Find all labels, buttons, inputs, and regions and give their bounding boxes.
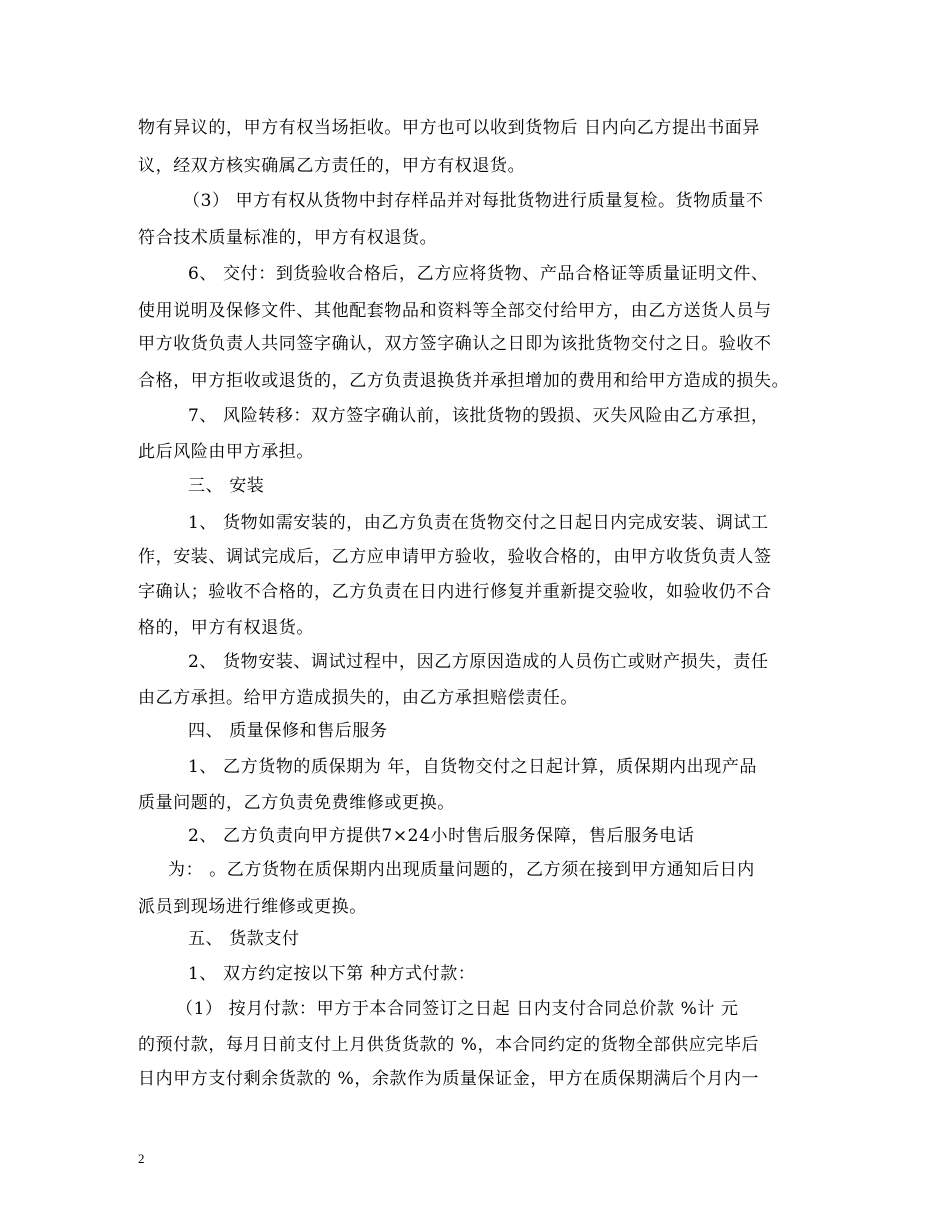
text-line: 甲方收货负责人共同签字确认，双方签字确认之日即为该批货物交付之日。验收不 — [138, 334, 772, 354]
text-line: 符合技术质量标准的，甲方有权退货。 — [138, 228, 438, 248]
text-line: 派员到现场进行维修或更换。 — [138, 897, 367, 917]
page-number: 2 — [138, 1151, 145, 1166]
text-line: 7、 风险转移：双方签字确认前，该批货物的毁损、灭失风险由乙方承担， — [188, 406, 769, 426]
text-line: 字确认；验收不合格的，乙方负责在日内进行修复并重新提交验收，如验收仍不合 — [138, 582, 772, 602]
text-line: 为： 。乙方货物在质保期内出现质量问题的，乙方须在接到甲方通知后日内 — [168, 860, 755, 880]
text-line: 1、 双方约定按以下第 种方式付款： — [188, 964, 476, 984]
text-line: 使用说明及保修文件、其他配套物品和资料等全部交付给甲方，由乙方送货人员与 — [138, 301, 772, 321]
text-line: （1） 按月付款：甲方于本合同签订之日起 日内支付合同总价款 %计 元 — [176, 999, 739, 1019]
text-line: 格的，甲方有权退货。 — [138, 618, 314, 638]
text-line: 由乙方承担。给甲方造成损失的，由乙方承担赔偿责任。 — [138, 688, 578, 708]
text-line: 的预付款，每月日前支付上月供货货款的 %，本合同约定的货物全部供应完毕后 — [138, 1035, 760, 1055]
text-line: 物有异议的，甲方有权当场拒收。甲方也可以收到货物后 日内向乙方提出书面异 — [138, 118, 761, 138]
text-line: 合格，甲方拒收或退货的，乙方负责退换货并承担增加的费用和给甲方造成的损失。 — [138, 371, 790, 391]
text-line: 议，经双方核实确属乙方责任的，甲方有权退货。 — [138, 156, 526, 176]
section-heading: 四、 质量保修和售后服务 — [188, 721, 388, 741]
text-line: 日内甲方支付剩余货款的 %，余款作为质量保证金，甲方在质保期满后个月内一 — [138, 1069, 760, 1089]
text-line: 6、 交付：到货验收合格后，乙方应将货物、产品合格证等质量证明文件、 — [188, 264, 769, 284]
text-line: 作，安装、调试完成后，乙方应申请甲方验收，验收合格的，由甲方收货负责人签 — [138, 547, 772, 567]
text-line: （3） 甲方有权从货物中封存样品并对每批货物进行质量复检。货物质量不 — [183, 191, 764, 211]
text-line: 2、 货物安装、调试过程中，因乙方原因造成的人员伤亡或财产损失，责任 — [188, 652, 769, 672]
text-line: 1、 乙方货物的质保期为 年，自货物交付之日起计算，质保期内出现产品 — [188, 757, 758, 777]
text-line: 此后风险由甲方承担。 — [138, 442, 314, 462]
section-heading: 三、 安装 — [188, 476, 265, 496]
text-line: 质量问题的，乙方负责免费维修或更换。 — [138, 793, 455, 813]
text-line: 1、 货物如需安装的，由乙方负责在货物交付之日起日内完成安装、调试工 — [188, 513, 769, 533]
section-heading: 五、 货款支付 — [188, 929, 300, 949]
text-line: 2、 乙方负责向甲方提供7×24小时售后服务保障，售后服务电话 — [188, 826, 695, 846]
